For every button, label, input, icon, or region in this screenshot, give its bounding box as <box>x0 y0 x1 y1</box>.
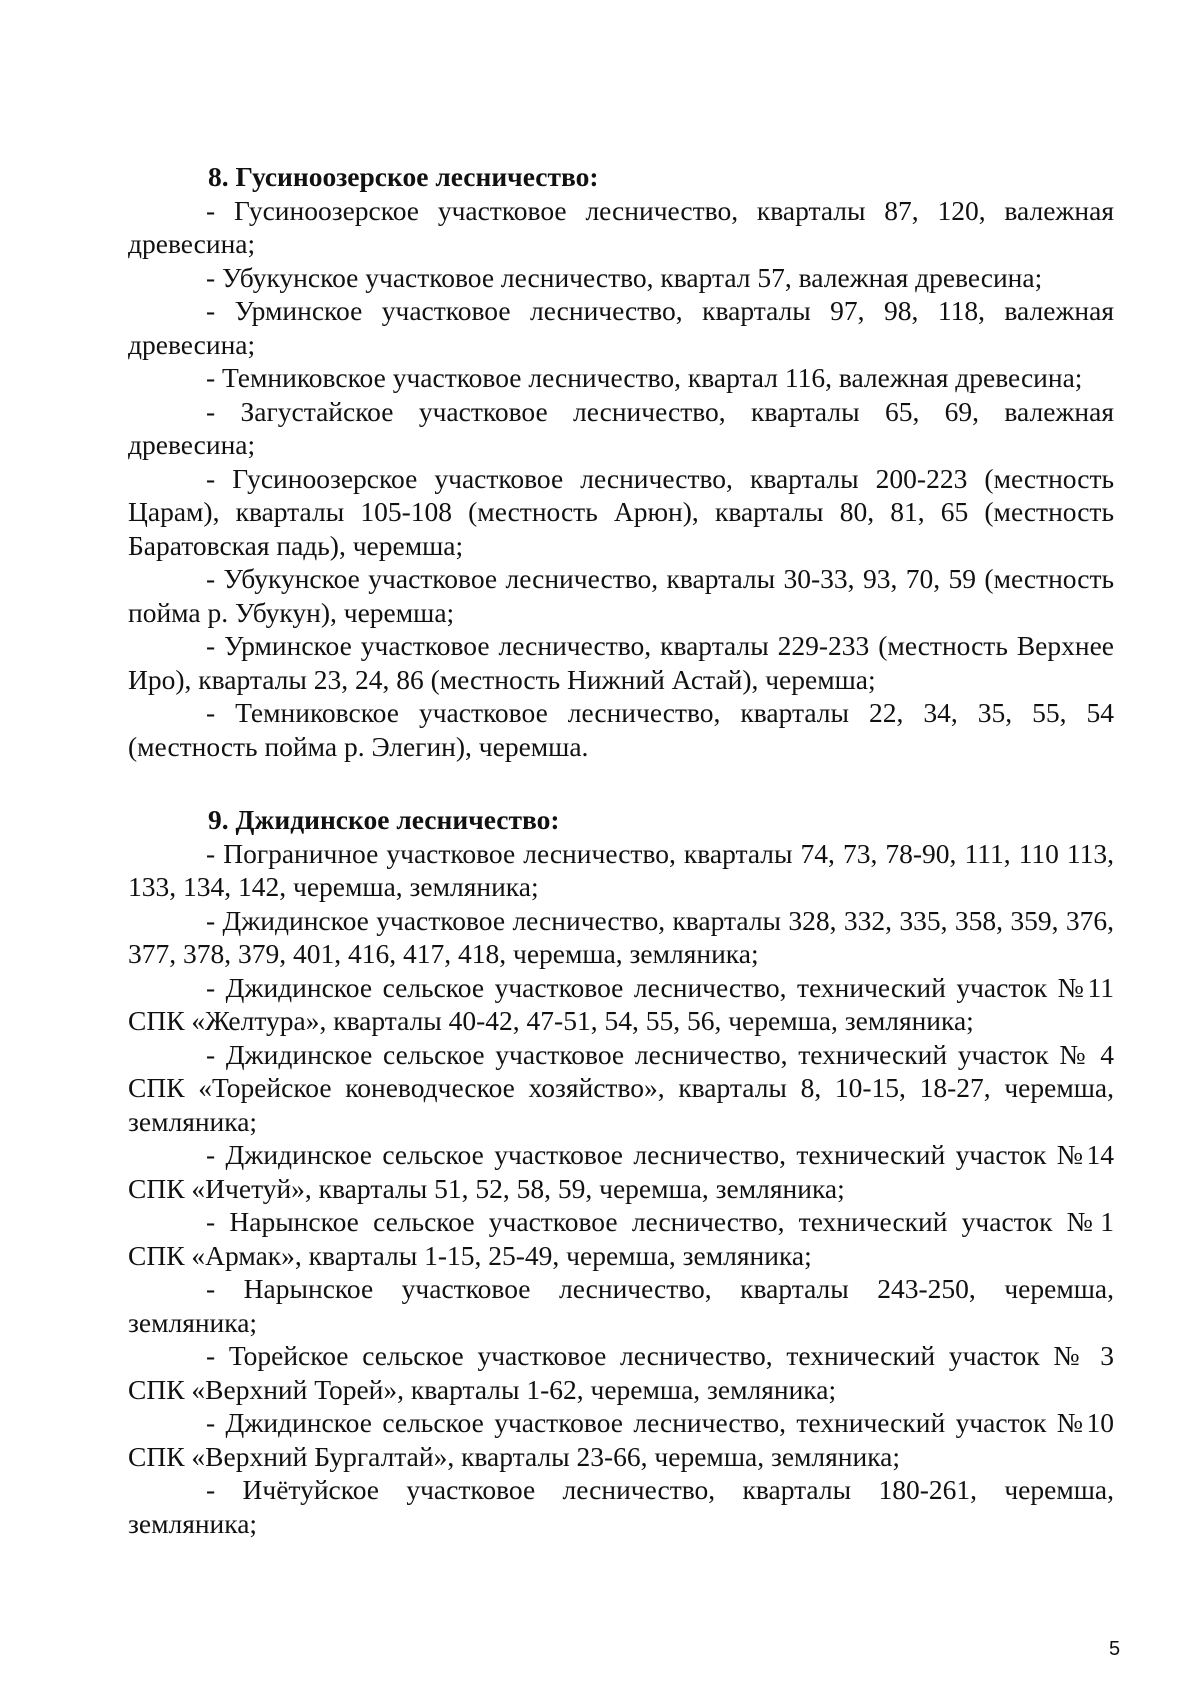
list-item: - Нарынское сельское участковое лесничество, технический участок №1 СПК «Армак», кварталы 1-15, 25-49, черемша, земляника; <box>128 1206 1114 1271</box>
list-item: - Джидинское участковое лесничество, кварталы 328, 332, 335, 358, 359, 376, 377, 378, 379, 401, 416, 417, 418, черемша, земляника; <box>128 904 1114 969</box>
list-item: - Джидинское сельское участковое лесничество, технический участок №11 СПК «Желтура», кварталы 40-42, 47-51, 54, 55, 56, черемша, земляника; <box>128 971 1114 1036</box>
section-heading-9: 9. Джидинское лесничество: <box>208 804 560 835</box>
page-number: 5 <box>1109 1638 1121 1660</box>
list-item: - Загустайское участковое лесничество, кварталы 65, 69, валежная древесина; <box>128 395 1114 460</box>
section-gap <box>128 763 1114 803</box>
list-item: - Ичётуйское участковое лесничество, кварталы 180-261, черемша, земляника; <box>128 1474 1114 1539</box>
section-heading-8: 8. Гусиноозерское лесничество: <box>208 161 599 192</box>
list-item: - Торейское сельское участковое лесничество, технический участок № 3 СПК «Верхний Торей», кварталы 1-62, черемша, земляника; <box>128 1340 1114 1405</box>
list-item: - Убукунское участковое лесничество, кварталы 30-33, 93, 70, 59 (местность пойма р. Убукун), черемша; <box>128 563 1114 628</box>
list-item: - Гусиноозерское участковое лесничество, кварталы 200-223 (местность Царам), кварталы 105-108 (местность Арюн), кварталы 80, 81, 65 (местность Баратовская падь), черемша; <box>128 462 1114 561</box>
list-item: - Убукунское участковое лесничество, квартал 57, валежная древесина; <box>206 261 1043 293</box>
list-item: - Гусиноозерское участковое лесничество, кварталы 87, 120, валежная древесина; <box>128 194 1114 259</box>
list-item: - Урминское участковое лесничество, кварталы 97, 98, 118, валежная древесина; <box>128 295 1114 360</box>
list-item: - Джидинское сельское участковое лесничество, технический участок №10 СПК «Верхний Бургалтай», кварталы 23-66, черемша, земляника; <box>128 1407 1114 1472</box>
list-item: - Нарынское участковое лесничество, кварталы 243-250, черемша, земляника; <box>128 1273 1114 1338</box>
list-item: - Пограничное участковое лесничество, кварталы 74, 73, 78-90, 111, 110 113, 133, 134, 142, черемша, земляника; <box>128 837 1114 902</box>
list-item: - Темниковское участковое лесничество, кварталы 22, 34, 35, 55, 54 (местность пойма р. Элегин), черемша. <box>128 697 1114 762</box>
list-item: - Джидинское сельское участковое лесничество, технический участок № 4 СПК «Торейское коневодческое хозяйство», кварталы 8, 10-15, 18-27, черемша, земляника; <box>128 1038 1114 1137</box>
list-item: - Урминское участковое лесничество, кварталы 229-233 (местность Верхнее Иро), кварталы 23, 24, 86 (местность Нижний Астай), черемша; <box>128 630 1114 695</box>
document-body <box>128 160 1114 1540</box>
list-item: - Темниковское участковое лесничество, квартал 116, валежная древесина; <box>206 362 1083 393</box>
list-item: - Джидинское сельское участковое лесничество, технический участок №14 СПК «Ичетуй», кварталы 51, 52, 58, 59, черемша, земляника; <box>128 1139 1114 1204</box>
